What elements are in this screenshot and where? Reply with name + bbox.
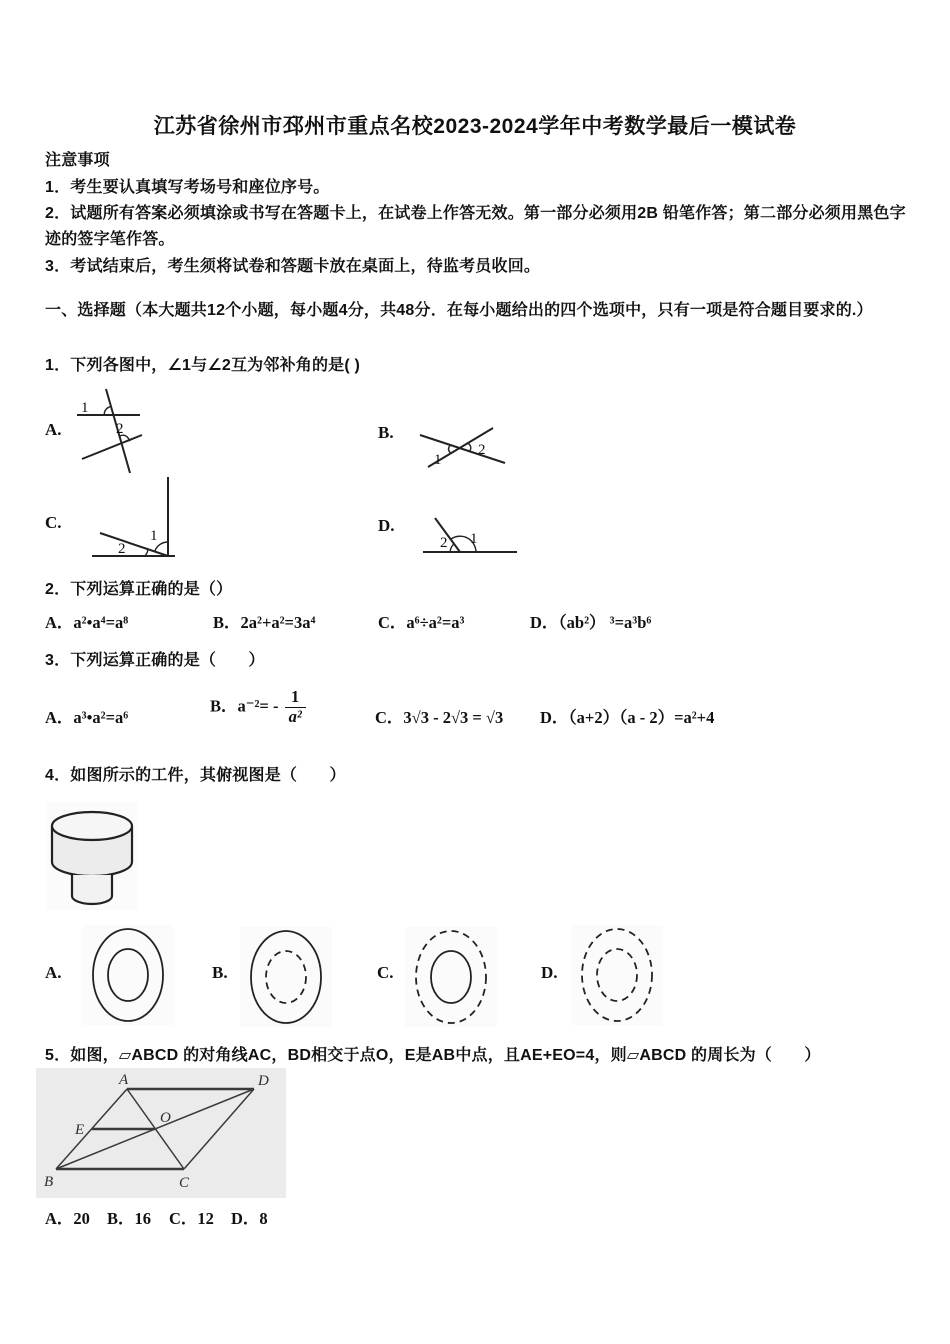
q4-option-c-label: C. [377, 963, 394, 982]
angle-1-label: 1 [150, 528, 158, 544]
q2-option-b: B．2a²+a²=3a⁴ [213, 613, 316, 632]
vertex-b-label: B [44, 1174, 54, 1190]
fraction-denominator: a² [285, 707, 306, 727]
q1-figure-d [415, 505, 550, 560]
vertex-a-label: A [119, 1072, 129, 1088]
vertex-c-label: C [179, 1175, 190, 1191]
q2-option-a: A．a²•a⁴=a⁸ [45, 613, 129, 632]
q3-option-b [210, 688, 308, 727]
notice-heading: 注意事项 [45, 152, 110, 169]
q1-figure-a [70, 385, 192, 483]
q4-figure-c [405, 927, 497, 1027]
q4-option-b-label: B. [212, 963, 228, 982]
q5-option-d: D．8 [231, 1209, 268, 1228]
question-3-text: 3．下列运算正确的是（ ） [45, 652, 265, 669]
q4-option-a-label: A. [45, 963, 62, 982]
page-title: 江苏省徐州市邳州市重点名校2023-2024学年中考数学最后一模试卷 [153, 115, 797, 138]
q2-option-c: C．a⁶÷a²=a³ [378, 613, 465, 632]
q3-option-d: D．（a+2）（a - 2）=a²+4 [540, 708, 715, 727]
q4-figure-a [82, 925, 174, 1025]
angle-1-label: 1 [434, 452, 442, 468]
q3-option-a: A．a³•a²=a⁶ [45, 708, 129, 727]
angle-2-label: 2 [118, 541, 126, 557]
q1-figure-c [85, 472, 220, 564]
q1-figure-b [415, 420, 530, 488]
q3-option-b-prefix: B．a⁻²= - [210, 696, 283, 716]
notice-item-3: 3．考试结束后，考生须将试卷和答题卡放在桌面上，待监考员收回。 [45, 258, 541, 275]
q5-option-b: B．16 [107, 1209, 152, 1228]
q5-option-a: A．20 [45, 1209, 90, 1228]
q1-option-d-label: D. [378, 516, 395, 535]
fraction-numerator: 1 [291, 687, 300, 706]
q4-figure-b [240, 927, 332, 1027]
notice-item-1: 1．考生要认真填写考场号和座位序号。 [45, 179, 330, 196]
notice-item-2: 2．试题所有答案必须填涂或书写在答题卡上，在试卷上作答无效。第一部分必须用2B 铅笔作答；第二部分必须用黑色字迹的签字笔作答。 [45, 205, 906, 248]
question-1-text: 1．下列各图中，∠1与∠2互为邻补角的是( ) [45, 357, 361, 374]
question-4-text: 4．如图所示的工件，其俯视图是（ ） [45, 767, 346, 784]
angle-2-label: 2 [440, 535, 448, 551]
q4-workpiece-figure [46, 802, 138, 910]
question-5-text: 5．如图，▱ABCD 的对角线AC，BD相交于点O，E是AB中点，且AE+EO=4，则▱ABCD 的周长为（ ） [45, 1047, 821, 1064]
q5-option-c: C．12 [169, 1209, 214, 1228]
angle-2-label: 2 [478, 442, 486, 458]
q1-option-b-label: B. [378, 423, 394, 442]
angle-arc [449, 445, 452, 453]
point-e-label: E [75, 1122, 85, 1138]
q1-option-a-label: A. [45, 420, 62, 439]
q5-parallelogram-figure [36, 1068, 286, 1198]
angle-2-label: 2 [116, 421, 124, 437]
angle-arc [450, 544, 454, 552]
vertex-d-label: D [258, 1073, 269, 1089]
figure-background [36, 1068, 286, 1198]
q1-option-c-label: C. [45, 513, 62, 532]
angle-1-label: 1 [81, 400, 89, 416]
q4-figure-d [571, 925, 663, 1025]
section-1-heading: 一、选择题（本大题共12个小题，每小题4分，共48分．在每小题给出的四个选项中，只有一项是符合题目要求的.） [45, 302, 873, 319]
fraction [285, 688, 306, 727]
angle-1-label: 1 [470, 531, 478, 547]
angle-arc [104, 406, 111, 415]
q3-option-c: C．3√3 - 2√3 = √3 [375, 708, 504, 727]
q4-option-d-label: D. [541, 963, 558, 982]
q2-option-d: D．（ab²） ³=a³b⁶ [530, 613, 652, 632]
question-2-text: 2．下列运算正确的是（） [45, 581, 233, 598]
point-o-label: O [160, 1110, 171, 1126]
